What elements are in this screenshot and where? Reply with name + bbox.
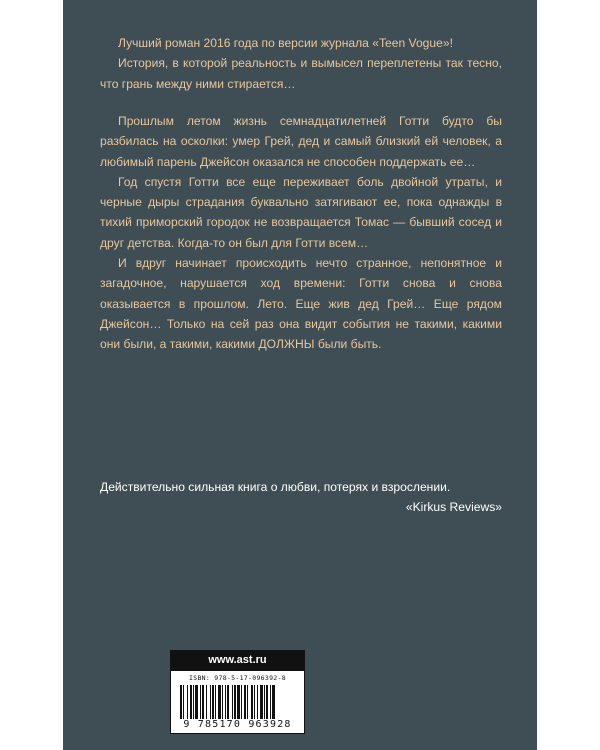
- barcode-bar: [195, 685, 198, 719]
- barcode-bar: [234, 685, 236, 719]
- barcode-bar: [215, 685, 216, 719]
- barcode-box: [170, 670, 305, 734]
- review-quote: [100, 477, 502, 517]
- barcode-bar: [270, 685, 271, 719]
- barcode-bar: [200, 685, 201, 719]
- intro-block: [100, 33, 502, 94]
- barcode-bar: [232, 685, 233, 719]
- barcode-bar: [210, 685, 211, 719]
- barcode-bar: [212, 685, 214, 719]
- barcode-bar: [254, 685, 255, 719]
- synopsis-paragraph-2: Год спустя Готти все еще переживает боль двойной утраты, и черные дыры страдания буквально затягивают ее, пока однажды в тихий приморский городок не возвращается Томас — бывший сосед и друг детства. Когда-то он был для Готти всем…: [100, 174, 502, 250]
- barcode-bar: [244, 685, 246, 719]
- barcode-icon: [180, 685, 297, 719]
- intro-line-tagline: История, в которой реальность и вымысел переплетены так тесно, что грань между ними стирается…: [100, 56, 502, 91]
- barcode-bar: [247, 685, 248, 719]
- barcode-bar: [180, 685, 182, 719]
- barcode-bar: [264, 685, 265, 719]
- barcode-bar: [206, 685, 207, 719]
- barcode-bar: [272, 685, 275, 719]
- barcode-bar: [251, 685, 253, 719]
- barcode-bar: [241, 685, 242, 719]
- barcode-bar: [190, 685, 192, 719]
- barcode-bar: [222, 685, 223, 719]
- isbn-number: ISBN: 978-5-17-096392-8: [189, 674, 286, 682]
- synopsis-paragraph-1: Прошлым летом жизнь семнадцатилетней Готти будто бы разбилась на осколки: умер Грей, дед и самый близкий ей человек, а любимый парень Джейсон оказался не способен поддержать ее…: [100, 114, 502, 169]
- barcode-bar: [183, 685, 184, 719]
- intro-line-award: Лучший роман 2016 года по версии журнала «Teen Vogue»!: [118, 36, 453, 50]
- barcode-bar: [187, 685, 188, 719]
- barcode-bar: [237, 685, 240, 719]
- barcode-bar: [218, 685, 221, 719]
- barcode-bar: [202, 685, 204, 719]
- quote-source: «Kirkus Reviews»: [405, 500, 502, 514]
- barcode-bar: [266, 685, 268, 719]
- barcode-bar: [225, 685, 226, 719]
- synopsis: [100, 111, 502, 355]
- barcode-bar: [257, 685, 258, 719]
- synopsis-paragraph-3: И вдруг начинает происходить нечто странное, непонятное и загадочное, нарушается ход времени: Готти снова и снова оказывается в прошлом. Лето. Еще жив дед Грей… Еще рядом Джейсон… Только на сей раз она видит события не такими, какими они были, а такими, какими ДОЛЖНЫ были быть.: [100, 256, 502, 352]
- barcode-bar: [227, 685, 229, 719]
- publisher-website: www.ast.ru: [170, 650, 305, 670]
- barcode-bar: [193, 685, 194, 719]
- ean-digits: 9 785170 963928: [183, 719, 292, 730]
- quote-text: Действительно сильная книга о любви, потерях и взрослении.: [100, 480, 451, 494]
- back-cover: [63, 0, 537, 750]
- barcode-bar: [260, 685, 263, 719]
